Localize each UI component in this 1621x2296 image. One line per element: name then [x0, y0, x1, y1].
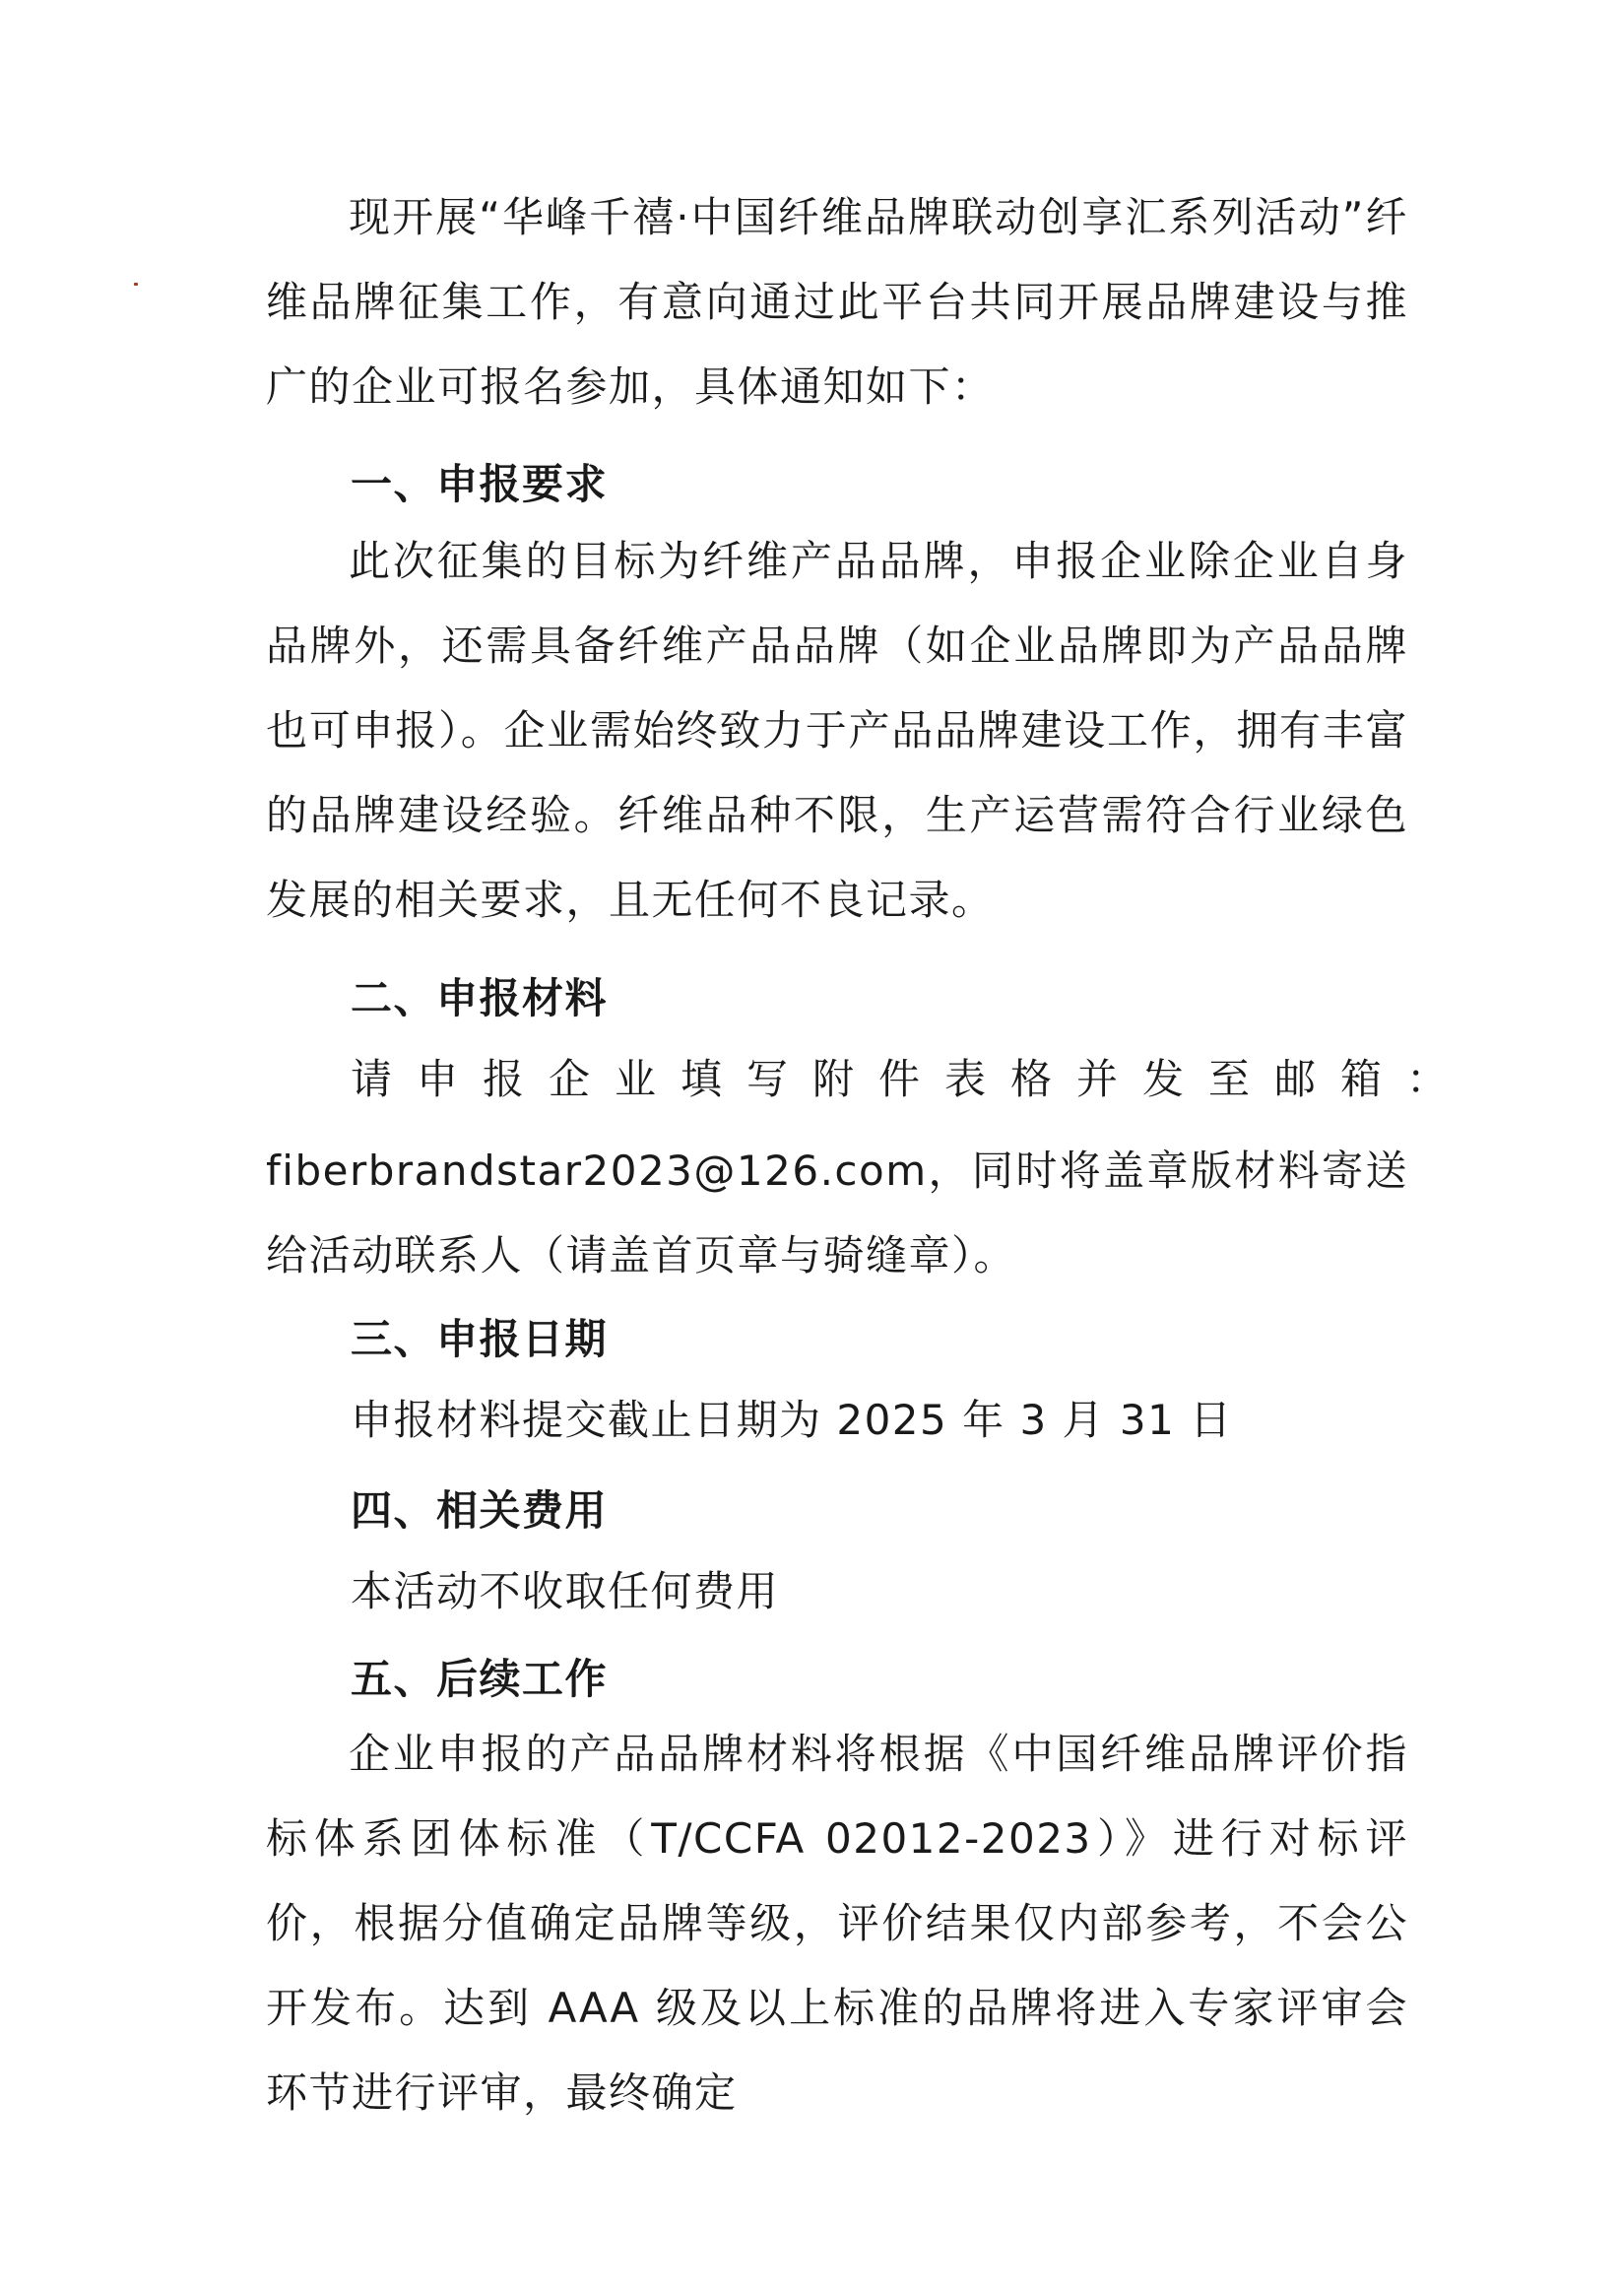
requirements-paragraph: 此次征集的目标为纤维产品品牌，申报企业除企业自身品牌外，还需具备纤维产品品牌（如企业品牌即为产品品牌也可申报）。企业需始终致力于产品品牌建设工作，拥有丰富的品牌建设经验。纤维品种不限，生产运营需符合行业绿色发展的相关要求，且无任何不良记录。: [266, 537, 1408, 924]
section-heading-dates: 三、申报日期: [351, 1315, 609, 1363]
fees-text: 本活动不收取任何费用: [351, 1567, 780, 1615]
section-heading-requirements: 一、申报要求: [351, 460, 609, 508]
section-heading-materials: 二、申报材料: [351, 974, 609, 1022]
materials-line-1: 请申报企业填写附件表格并发至邮箱：: [351, 1055, 1473, 1103]
intro-paragraph: 现开展“华峰千禧·中国纤维品牌联动创享汇系列活动”纤维品牌征集工作，有意向通过此平台共同开展品牌建设与推广的企业可报名参加，具体通知如下：: [266, 193, 1408, 411]
materials-paragraph: fiberbrandstar2023@126.com，同时将盖章版材料寄送给活动联系人（请盖首页章与骑缝章）。: [266, 1147, 1408, 1279]
section-heading-follow-up: 五、后续工作: [351, 1655, 609, 1703]
section-heading-fees: 四、相关费用: [351, 1486, 609, 1535]
scan-speck: [134, 283, 138, 286]
dates-text: 申报材料提交截止日期为 2025 年 3 月 31 日: [351, 1396, 1233, 1444]
follow-up-paragraph: 企业申报的产品品牌材料将根据《中国纤维品牌评价指标体系团体标准（T/CCFA 02012-2023）》进行对标评价，根据分值确定品牌等级，评价结果仅内部参考，不会公开发布。达到 AAA 级及以上标准的品牌将进入专家评审会环节进行评审，最终确定: [266, 1730, 1408, 2117]
